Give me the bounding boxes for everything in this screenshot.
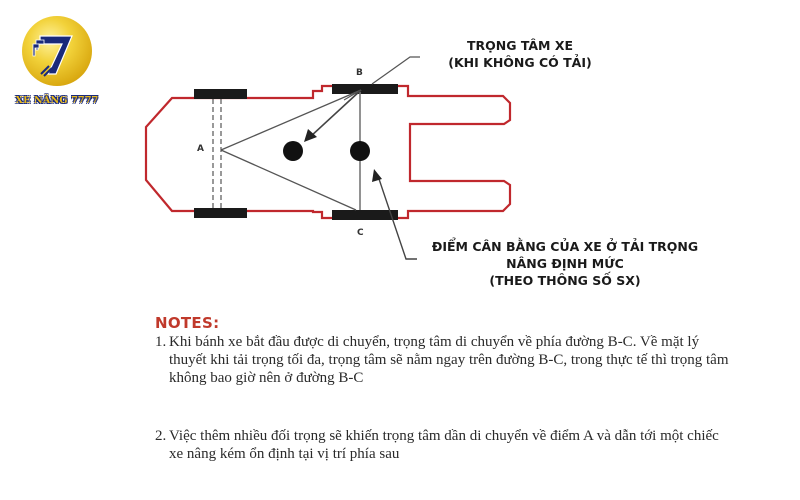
brand-name: XE NÂNG 7777 bbox=[15, 95, 99, 106]
callout-line: TRỌNG TÂM XE bbox=[466, 38, 574, 53]
note-number: 1. bbox=[155, 334, 167, 350]
notes-section bbox=[155, 314, 735, 463]
note-number: 2. bbox=[155, 428, 167, 444]
point-c-label: C bbox=[357, 228, 364, 238]
callout-line: (THEO THÔNG SỐ SX) bbox=[489, 273, 641, 288]
note-text: Việc thêm nhiều đối trọng sẽ khiến trọng tâm dần di chuyển về điểm A và dẫn tới một chiếc xe nâng kém ổn định tại vị trí phía sau bbox=[169, 428, 719, 462]
callout-center-of-gravity bbox=[415, 37, 625, 71]
point-a-label: A bbox=[197, 144, 204, 154]
rear-wheel-bottom bbox=[194, 208, 247, 218]
note-item bbox=[155, 427, 735, 463]
callout-line: ĐIỂM CÂN BẰNG CỦA XE Ở TẢI TRỌNG bbox=[431, 239, 699, 254]
callout-line: (KHI KHÔNG CÓ TẢI) bbox=[448, 55, 592, 70]
center-of-gravity-empty bbox=[283, 141, 303, 161]
note-item bbox=[155, 333, 735, 387]
callout-line: NÂNG ĐỊNH MỨC bbox=[506, 256, 624, 271]
front-wheel-b bbox=[332, 84, 398, 94]
point-b-label: B bbox=[356, 68, 363, 78]
note-text: Khi bánh xe bắt đầu được di chuyển, trọng tâm di chuyển về phía đường B-C. Về mặt lý thuyết khi tải trọng tối đa, trọng tâm sẽ nằm ngay trên đường B-C, trong thực tế thì trọng tâm không bao giờ nên ở đường B-C bbox=[169, 334, 729, 386]
notes-title: NOTES: bbox=[155, 314, 220, 332]
callout-balance-point bbox=[425, 238, 705, 289]
front-wheel-c bbox=[332, 210, 398, 220]
center-of-gravity-loaded bbox=[350, 141, 370, 161]
rear-wheel-top bbox=[194, 89, 247, 99]
